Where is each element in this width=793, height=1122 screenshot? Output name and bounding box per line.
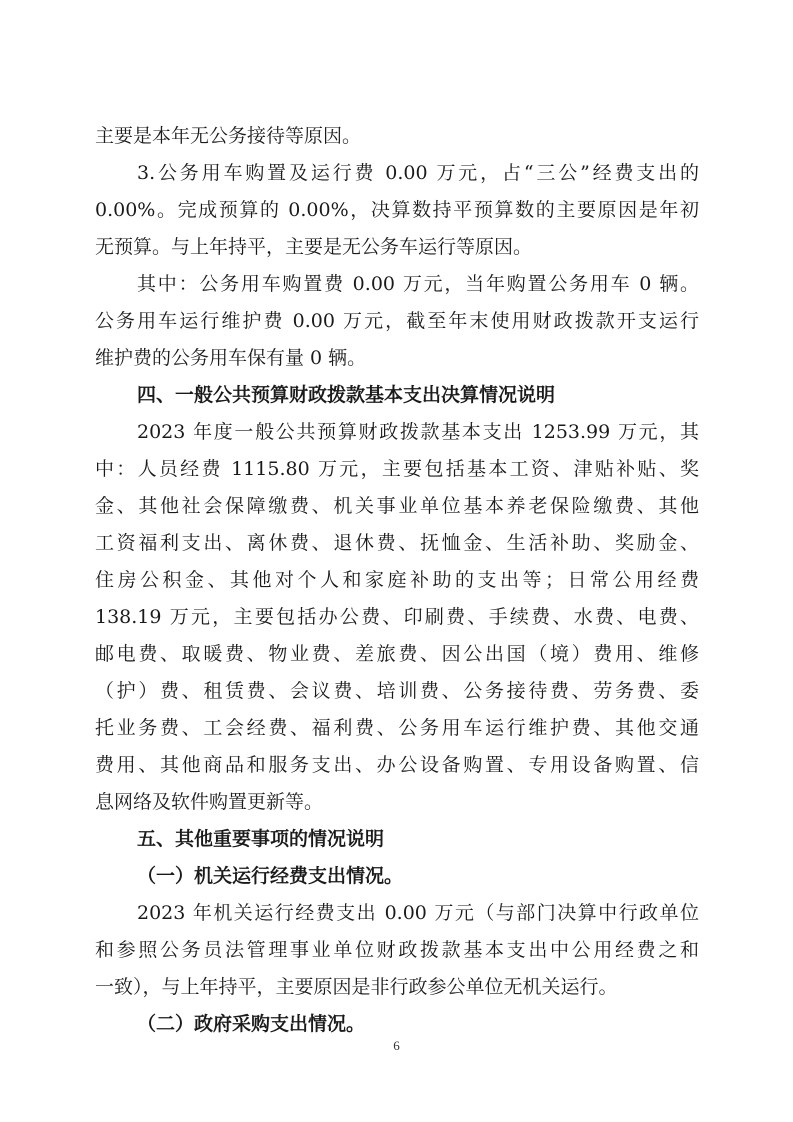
paragraph-line: 3.公务用车购置及运行费 0.00 万元，占“三公”经费支出的 (137, 162, 699, 184)
paragraph-line: 工资福利支出、离休费、退休费、抚恤金、生活补助、奖励金、 (95, 532, 699, 554)
section-heading: 五、其他重要事项的情况说明 (137, 828, 385, 850)
paragraph-line: 主要是本年无公务接待等原因。 (95, 125, 362, 147)
paragraph-line: 托业务费、工会经费、福利费、公务用车运行维护费、其他交通 (95, 717, 699, 739)
paragraph-line: 无预算。与上年持平，主要是无公务车运行等原因。 (95, 236, 533, 258)
paragraph-line: 公务用车运行维护费 0.00 万元，截至年末使用财政拨款开支运行 (95, 310, 699, 332)
paragraph-line: 邮电费、取暖费、物业费、差旅费、因公出国（境）费用、维修 (95, 643, 699, 665)
paragraph-line: 中：人员经费 1115.80 万元，主要包括基本工资、津贴补贴、奖 (95, 458, 699, 480)
paragraph-line: 138.19 万元，主要包括办公费、印刷费、手续费、水费、电费、 (95, 606, 699, 628)
paragraph-line: 一致），与上年持平，主要原因是非行政参公单位无机关运行。 (95, 976, 618, 998)
paragraph-line: 其中：公务用车购置费 0.00 万元，当年购置公务用车 0 辆。 (137, 273, 699, 295)
paragraph-line: 息网络及软件购置更新等。 (95, 791, 324, 813)
paragraph-line: 金、其他社会保障缴费、机关事业单位基本养老保险缴费、其他 (95, 495, 699, 517)
section-heading: 四、一般公共预算财政拨款基本支出决算情况说明 (137, 384, 556, 406)
paragraph-line: 2023 年度一般公共预算财政拨款基本支出 1253.99 万元，其 (137, 421, 699, 443)
paragraph-line: （护）费、租赁费、会议费、培训费、公务接待费、劳务费、委 (95, 680, 699, 702)
paragraph-line: 0.00%。完成预算的 0.00%，决算数持平预算数的主要原因是年初 (95, 199, 699, 221)
subsection-heading: （二）政府采购支出情况。 (137, 1013, 366, 1035)
paragraph-line: 费用、其他商品和服务支出、办公设备购置、专用设备购置、信 (95, 754, 699, 776)
paragraph-line: 2023 年机关运行经费支出 0.00 万元（与部门决算中行政单位 (137, 902, 699, 924)
paragraph-line: 和参照公务员法管理事业单位财政拨款基本支出中公用经费之和 (95, 939, 699, 961)
paragraph-line: 住房公积金、其他对个人和家庭补助的支出等；日常公用经费 (95, 569, 699, 591)
paragraph-line: 维护费的公务用车保有量 0 辆。 (95, 347, 367, 369)
subsection-heading: （一）机关运行经费支出情况。 (137, 865, 404, 887)
page-number: 6 (393, 1038, 400, 1053)
